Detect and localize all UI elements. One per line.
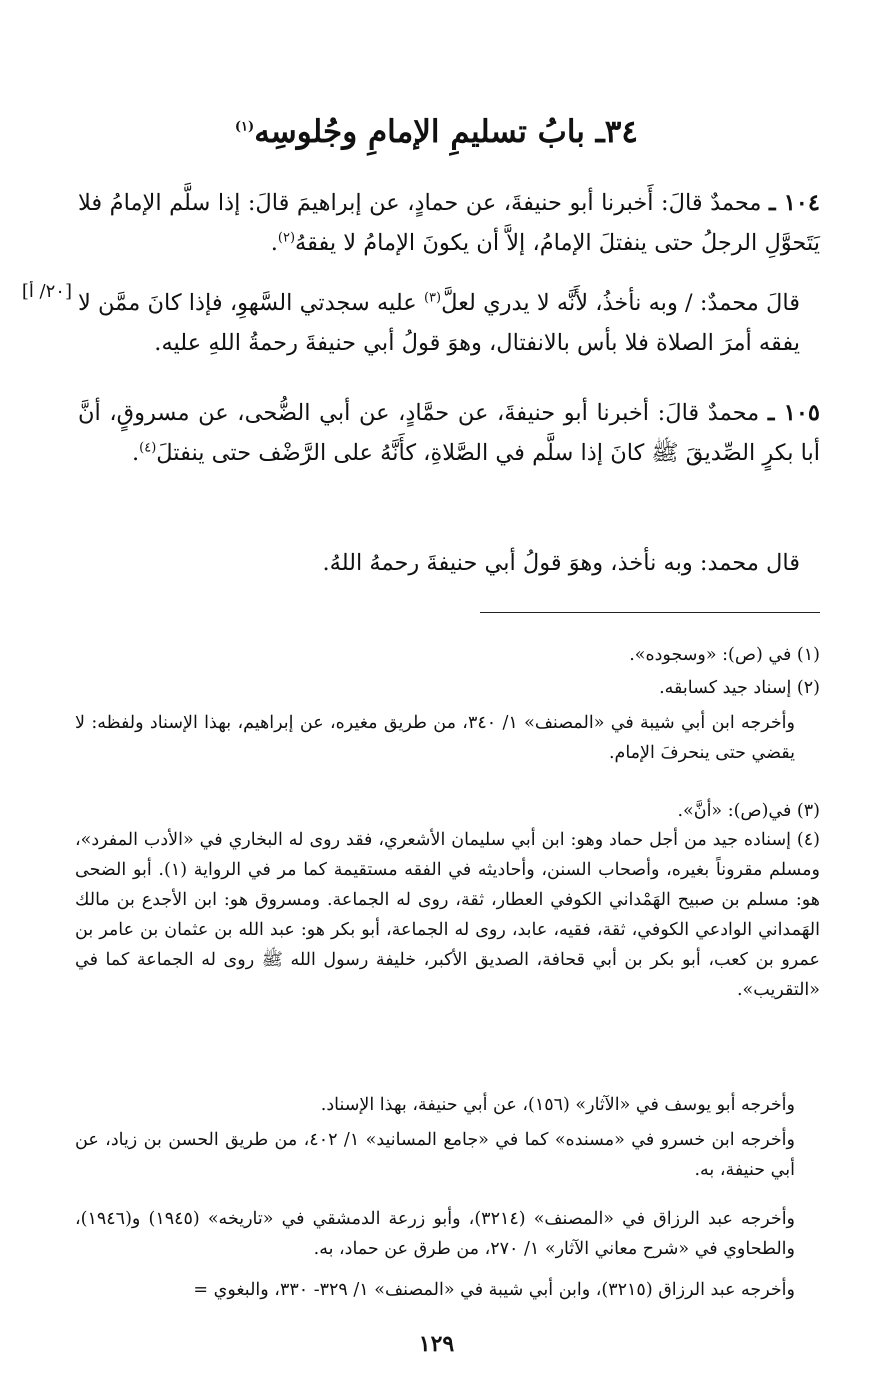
comment-text-end: عليه سجدتي السَّهوِ، فإذا كانَ ممَّن لا يفقه أمرَ الصلاة فلا بأس بالانفتال، وهوَ قولُ أبي حنيفةَ رحمةُ اللهِ عليه. — [78, 290, 800, 356]
chapter-title — [0, 112, 873, 152]
footnote-ref: (١) — [234, 119, 255, 135]
chapter-title-text: ٣٤ـ بابُ تسليمِ الإمامِ وجُلوسِه — [254, 114, 639, 150]
footnote-4: (٤) إسناده جيد من أجل حماد وهو: ابن أبي سليمان الأشعري، فقد روى له البخاري في «الأدب المفرد»، ومسلم مقروناً بغيره، وأصحاب السنن، وأحاديثه في الفقه مستقيمة كما مر في الرواية (١). أبو الضحى هو: مسلم بن صبيح الهَمْداني الكوفي العطار، ثقة، روى له الجماعة. ومسروق هو: ابن الأجدع بن مالك الهَمداني الوادعي الكوفي، ثقة، فقيه، عابد، روى له الجماعة، أبو بكر هو: عبد الله بن عثمان بن عامر بن عمرو بن كعب، أبو بكر بن أبي قحافة، الصديق الأكبر، خليفة رسول الله ﷺ روى له الجماعة كما في «التقريب». — [75, 830, 820, 1000]
footnote-4-detail-2: وأخرجه ابن خسرو في «مسنده» كما في «جامع المسانيد» ١/ ٤٠٢، من طريق الحسن بن زياد، عن أبي حنيفة، به. — [75, 1130, 795, 1180]
hadith-text-end: . — [270, 230, 278, 256]
comment-105: قال محمد: وبه نأخذ، وهوَ قولُ أبي حنيفةَ رحمهُ اللهُ. — [322, 550, 800, 576]
page-number: ١٢٩ — [418, 1331, 455, 1357]
hadith-number: ١٠٤ ـ — [768, 190, 820, 216]
footnote-2-detail: وأخرجه ابن أبي شيبة في «المصنف» ١/ ٣٤٠، من طريق مغيره، عن إبراهيم، بهذا الإسناد ولفظه: لا يقضي حتى ينحرفَ الإمام. — [75, 713, 795, 763]
footnote-2: (٢) إسناد جيد كسابقه. — [659, 678, 820, 698]
footnote-separator — [480, 612, 820, 613]
footnote-ref: (٣) — [423, 290, 442, 306]
comment-104 — [78, 283, 800, 363]
footnote-ref: (٤) — [139, 440, 157, 456]
hadith-105 — [78, 393, 820, 473]
hadith-text-end: . — [131, 440, 140, 466]
hadith-text: محمدٌ قالَ: أَخبرنا أبو حنيفةَ، عن حمادٍ، عن إبراهيمَ قالَ: إذا سلَّم الإمامُ فلا يَتَحوَّلِ الرجلُ حتى ينفتلَ الإمامُ، إلاَّ أن يكونَ الإمامُ لا يفقهُ — [78, 190, 820, 256]
hadith-104 — [78, 183, 820, 263]
hadith-number: ١٠٥ ـ — [767, 400, 820, 426]
comment-text: قالَ محمدٌ: / وبه نأخذُ، لأَنَّه لا يدري لعلَّ — [441, 290, 801, 316]
hadith-text: محمدٌ قالَ: أخبرنا أبو حنيفةَ، عن حمَّادٍ، عن أبي الضُّحى، عن مسروقٍ، أنَّ أبا بكرٍ الصِّديقَ ﷺ كانَ إذا سلَّم في الصَّلاةِ، كأَنَّهُ على الرَّضْف حتى ينفتلَ — [78, 400, 820, 466]
margin-note: [٢٠/ أ] — [21, 281, 72, 302]
footnote-3: (٣) في(ص): «أنَّ». — [677, 801, 820, 821]
footnote-1: (١) في (ص): «وسجوده». — [629, 645, 820, 665]
footnote-4-detail-3: وأخرجه عبد الرزاق في «المصنف» (٣٢١٤)، وأبو زرعة الدمشقي في «تاريخه» (١٩٤٥) و(١٩٤٦)، والطحاوي في «شرح معاني الآثار» ١/ ٢٧٠، من طرق عن حماد، به. — [75, 1209, 796, 1259]
footnote-4-detail-1: وأخرجه أبو يوسف في «الآثار» (١٥٦)، عن أبي حنيفة، بهذا الإسناد. — [320, 1095, 795, 1115]
footnote-ref: (٢) — [277, 230, 296, 246]
footnote-4-detail-4: وأخرجه عبد الرزاق (٣٢١٥)، وابن أبي شيبة في «المصنف» ١/ ٣٢٩- ٣٣٠، والبغوي = — [193, 1280, 795, 1300]
